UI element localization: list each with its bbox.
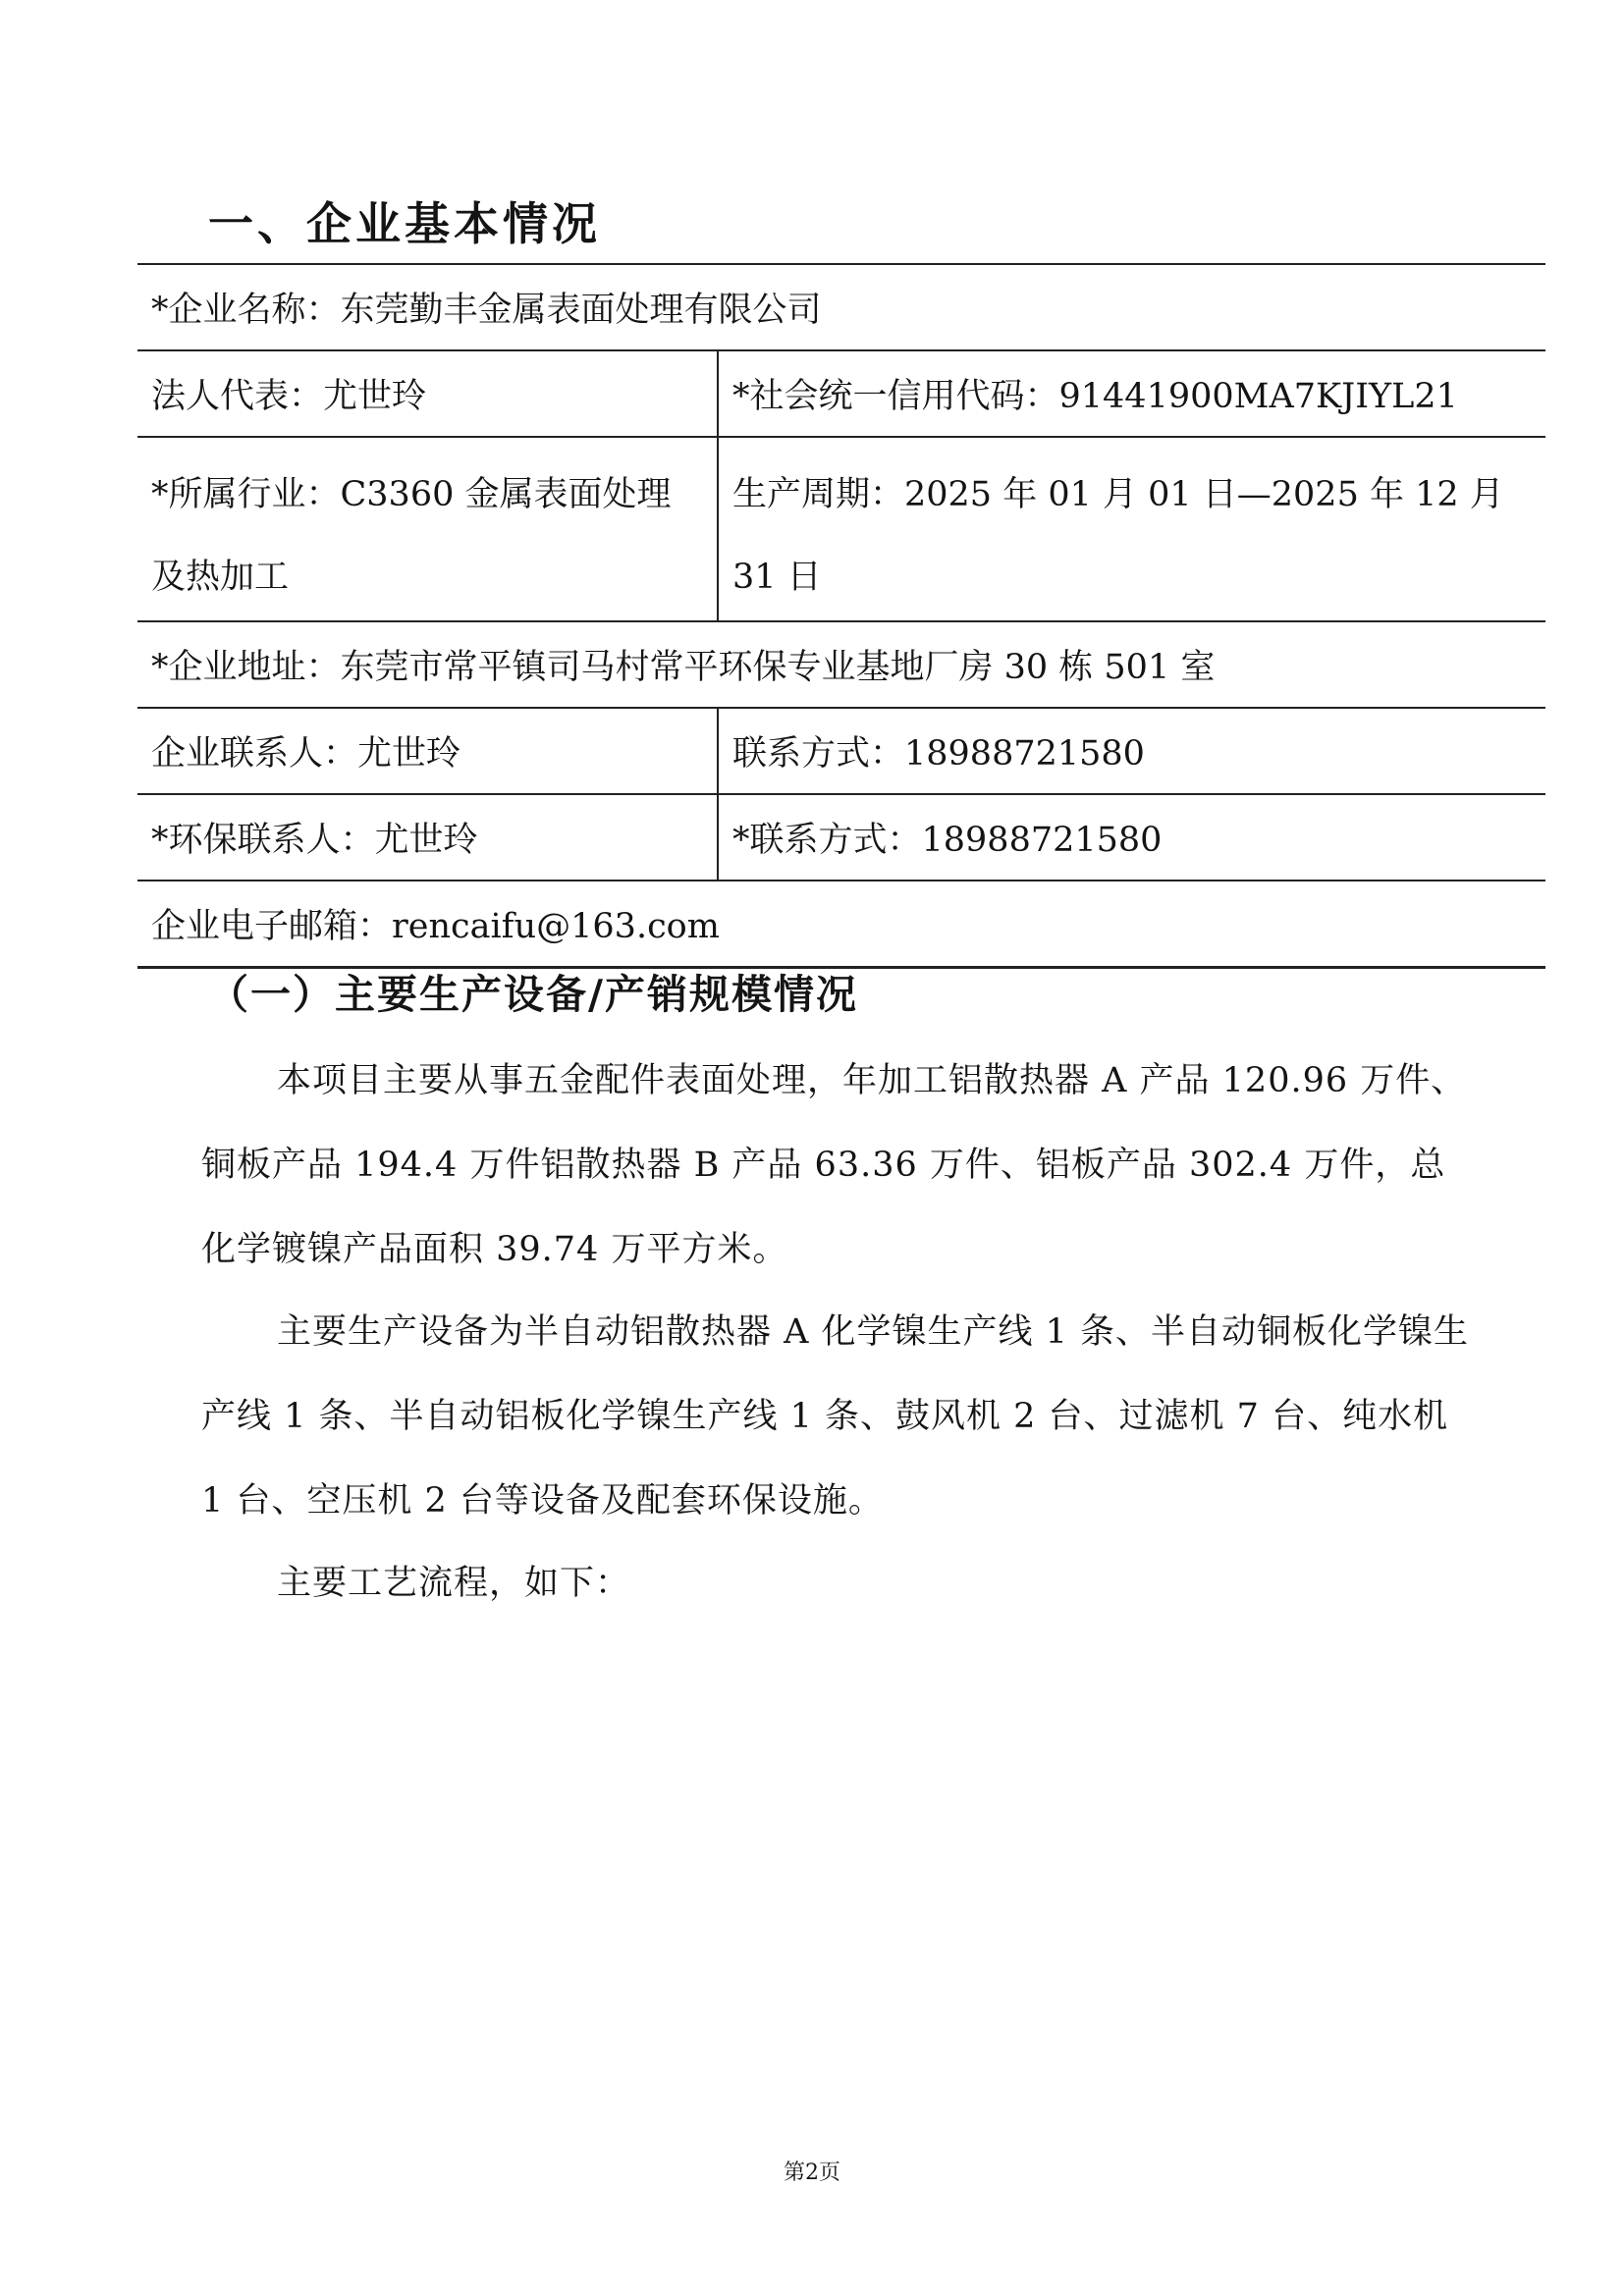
production-period-cell: 生产周期：2025 年 01 月 01 日—2025 年 12 月 31 日 <box>718 437 1545 621</box>
legal-rep-cell: 法人代表：尤世玲 <box>137 350 718 437</box>
subsection-title: （一）主要生产设备/产销规模情况 <box>208 971 858 1018</box>
paragraph-process-intro: 主要工艺流程，如下： <box>277 1564 631 1603</box>
email-cell: 企业电子邮箱：rencaifu@163.com <box>137 881 1545 968</box>
env-contact-person-cell: *环保联系人：尤世玲 <box>137 794 718 881</box>
address-cell: *企业地址：东莞市常平镇司马村常平环保专业基地厂房 30 栋 501 室 <box>137 621 1545 708</box>
table-row <box>137 350 1545 437</box>
env-contact-phone-cell: *联系方式：18988721580 <box>718 794 1545 881</box>
section-title: 一、企业基本情况 <box>208 197 601 250</box>
paragraph-equipment: 主要生产设备为半自动铝散热器 A 化学镍生产线 1 条、半自动铜板化学镍生产线 1 条、半自动铝板化学镍生产线 1 条、鼓风机 2 台、过滤机 7 台、纯水机 1 台、空压机 2 台等设备及配套环保设施。 <box>201 1312 1470 1521</box>
contact-person-cell: 企业联系人：尤世玲 <box>137 708 718 794</box>
table-row <box>137 437 1545 621</box>
table-row <box>137 621 1545 708</box>
company-info-table <box>137 263 1545 969</box>
contact-phone-cell: 联系方式：18988721580 <box>718 708 1545 794</box>
credit-code-cell: *社会统一信用代码：91441900MA7KJIYL21 <box>718 350 1545 437</box>
page-number: 第2页 <box>784 2161 840 2185</box>
paragraph-production-scale: 本项目主要从事五金配件表面处理，年加工铝散热器 A 产品 120.96 万件、铜板产品 194.4 万件铝散热器 B 产品 63.36 万件、铝板产品 302.4 万件，总化学镀镍产品面积 39.74 万平方米。 <box>201 1061 1467 1269</box>
company-name-cell: *企业名称：东莞勤丰金属表面处理有限公司 <box>137 264 1545 350</box>
table-row <box>137 264 1545 350</box>
table-row <box>137 881 1545 968</box>
table-row <box>137 708 1545 794</box>
industry-cell: *所属行业：C3360 金属表面处理及热加工 <box>137 437 718 621</box>
table-row <box>137 794 1545 881</box>
